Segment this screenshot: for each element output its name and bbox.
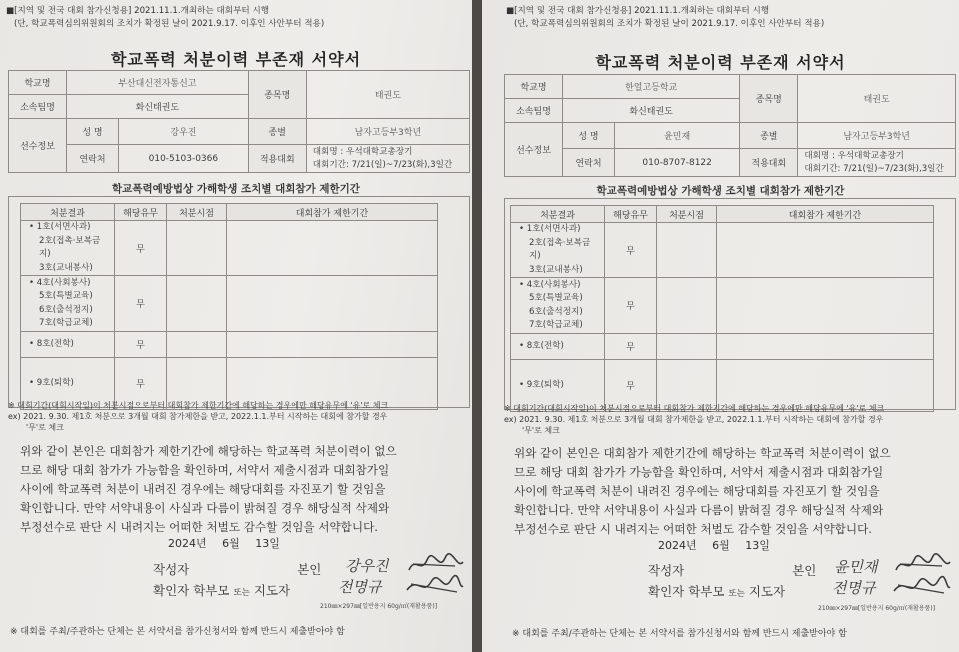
author-label: 작성자 [153,562,190,577]
author-row [153,560,321,578]
table-row [21,332,438,358]
applied-value [306,145,469,173]
row-period [227,221,438,276]
row-status: 무 [605,334,657,360]
row-category: • 9호(퇴학) [511,360,605,412]
row-line: 2호(접촉·보복금지) [39,235,101,259]
notice-header [6,5,324,31]
pledge-line: 위와 같이 본인은 대회참가 제한기간에 해당하는 학교폭력 처분이력이 없으 [20,444,397,458]
contact-value: 010-5103-0366 [119,145,249,173]
school-value: 한얼고등학교 [563,75,740,99]
school-value: 부산대신전자통신고 [67,71,249,95]
self-signature-name: 강우진 [345,557,389,575]
row-line: • 4호(사회봉사) [29,277,91,288]
row-status: 무 [605,278,657,334]
confirm-label: 확인자 [153,583,190,598]
row-date [167,276,227,332]
event-label: 종목명 [740,75,798,123]
pledge-line: 므로 해당 대회 참가가 가능함을 확인하며, 서약서 제출시점과 대회참가일 [514,465,884,479]
row-category: • 8호(전학) [21,332,115,358]
pledge-line: 므로 해당 대회 참가가 가능함을 확인하며, 서약서 제출시점과 대회참가일 [20,463,390,477]
notice-line-2: (단, 학교폭력심의위원회의 조치가 확정된 날이 2021.9.17. 이후인 사안부터 적용) [514,19,825,29]
coach-label: 지도자 [748,584,786,599]
contact-label: 연락처 [563,149,615,177]
row-category [511,278,605,334]
info-table [8,70,470,173]
pledge-line: 부정선수로 판단 시 내려지는 어떠한 처벌도 감수할 것임을 서약합니다. [20,520,378,534]
pledge-line: 위와 같이 본인은 대회참가 제한기간에 해당하는 학교폭력 처분이력이 없으 [514,446,891,460]
footnote-line-3: '무'로 체크 [522,426,560,435]
author-label: 작성자 [648,563,685,578]
row-status: 무 [115,358,167,410]
row-status: 무 [605,360,657,412]
footnote [8,400,388,433]
row-line: 3호(교내봉사) [39,262,93,273]
table-row [21,276,438,332]
row-line: 7호(학급교체) [529,320,583,330]
footnote-line-1: ※ 대회기간(대회시작일)이 처분시점으로부터 대회참가 제한기간에 해당하는 경우에만 해당유무에 '유'로 체크 [504,404,885,413]
bottom-notice: ※ 대회를 주최/주관하는 단체는 본 서약서를 참가신청서와 함께 반드시 제출받아야 함 [512,629,847,639]
competition-period: 대회기간: 7/21(일)~7/23(화),3일간 [804,163,944,174]
parent-label: 학부모 [193,583,230,598]
col-header-period: 대회참가 제한기간 [717,206,934,223]
coach-signature-scribble [892,575,952,599]
col-header-result: 처분결과 [21,204,115,221]
row-line: 6호(출석정지) [529,306,583,317]
competition-name: 대회명 : 우석대학교총장기 [312,146,413,157]
confirm-row [648,582,785,600]
row-status: 무 [115,221,167,276]
notice-line-1: ■[지역 및 전국 대회 참가신청용] 2021.11.1.개최하는 대회부터 시행 [506,6,770,16]
row-line: 3호(교내봉사) [529,264,583,275]
name-label: 성 명 [563,123,615,149]
team-value: 화신태권도 [563,99,740,123]
col-header-status: 해당유무 [115,204,167,221]
row-period [717,334,934,360]
pledge-text [514,444,891,539]
footnote-line-2: ex) 2021. 9.30. 제1호 처분으로 3개월 대회 참가제한을 받고, 2022.1.1.부터 시작하는 대회에 참가할 경우 [8,412,388,421]
pledge-line: 확인합니다. 만약 서약내용이 사실과 다름이 밝혀질 경우 해당실적 삭제와 [514,503,884,517]
table-row [21,221,438,276]
row-line: • 4호(사회봉사) [519,279,581,290]
coach-signature-name: 전명규 [338,578,382,596]
self-signature-name: 윤민재 [834,558,878,576]
sign-date: 2024년 6월 13일 [658,539,770,552]
col-header-period: 대회참가 제한기간 [227,204,438,221]
footnote-line-2: ex) 2021. 9.30. 제1호 처분으로 3개월 대회 참가제한을 받고, 2022.1.1.부터 시작하는 대회에 참가할 경우 [504,415,884,424]
confirm-label: 확인자 [648,584,685,599]
row-status: 무 [115,332,167,358]
author-row [648,561,816,579]
sign-date: 2024년 6월 13일 [168,537,280,550]
page-gap [472,0,482,652]
row-category: • 8호(전학) [511,334,605,360]
event-value: 태권도 [798,75,956,123]
paper-spec: 210㎜×297㎜[일반용지 60g/㎡(재활용품)] [818,605,936,612]
row-period [227,276,438,332]
row-line: 7호(학급교체) [39,318,93,328]
name-value: 강우진 [119,119,249,145]
row-line: 6호(출석정지) [39,304,93,315]
category-label: 종별 [740,123,798,149]
row-category [21,221,115,276]
restriction-subtitle: 학교폭력예방법상 가해학생 조치별 대회참가 제한기간 [596,185,845,197]
paper-spec: 210㎜×297㎜[일반용지 60g/㎡(재활용품)] [320,603,438,610]
coach-signature-name: 전명규 [832,579,876,597]
event-label: 종목명 [248,71,306,119]
or-label: 또는 [728,589,745,599]
discipline-table [510,205,934,412]
category-value: 남자고등부3학년 [306,119,469,145]
category-value: 남자고등부3학년 [798,123,956,149]
document-title: 학교폭력 처분이력 부존재 서약서 [595,53,846,72]
col-header-date: 처분시점 [167,204,227,221]
pledge-document-right [482,0,959,652]
applied-label: 적용대회 [740,149,798,177]
pledge-text [20,442,397,537]
row-category [21,276,115,332]
row-period [227,332,438,358]
coach-signature-scribble [405,574,465,598]
category-label: 종별 [248,119,306,145]
row-status: 무 [605,223,657,278]
team-label: 소속팀명 [505,99,563,123]
discipline-table [20,203,438,410]
col-header-result: 처분결과 [511,206,605,223]
name-label: 성 명 [67,119,119,145]
confirm-row [153,581,290,599]
team-label: 소속팀명 [9,95,67,119]
name-value: 윤민재 [615,123,740,149]
row-status: 무 [115,276,167,332]
row-period [717,278,934,334]
row-period [717,223,934,278]
or-label: 또는 [233,588,250,598]
row-date [167,332,227,358]
pledge-line: 사이에 학교폭력 처분이 내려진 경우에는 해당대회를 자진포기 할 것임을 [20,482,386,496]
footnote [504,403,884,436]
row-date [167,221,227,276]
self-label: 본인 [792,563,817,578]
row-date [657,334,717,360]
col-header-status: 해당유무 [605,206,657,223]
applied-label: 적용대회 [248,145,306,173]
player-info-label: 선수정보 [9,119,67,173]
event-value: 태권도 [306,71,469,119]
row-line: • 1호(서면사과) [519,224,581,234]
competition-period: 대회기간: 7/21(일)~7/23(화),3일간 [312,159,453,170]
row-date [657,223,717,278]
notice-header [506,5,824,31]
row-line: 5호(특별교육) [529,293,583,303]
row-line: 2호(접촉·보복금지) [529,237,591,261]
row-category [511,223,605,278]
competition-name: 대회명 : 우석대학교총장기 [804,150,904,161]
notice-line-1: ■[지역 및 전국 대회 참가신청용] 2021.11.1.개최하는 대회부터 시행 [6,6,270,16]
footnote-line-1: ※ 대회기간(대회시작일)이 처분시점으로부터 대회참가 제한기간에 해당하는 경우에만 해당유무에 '유'로 체크 [8,401,389,410]
document-title: 학교폭력 처분이력 부존재 서약서 [110,50,362,69]
contact-label: 연락처 [67,145,119,173]
bottom-notice: ※ 대회를 주최/주관하는 단체는 본 서약서를 참가신청서와 함께 반드시 제출받아야 함 [10,627,345,637]
footnote-line-3: '무'로 체크 [26,423,64,432]
pledge-line: 부정선수로 판단 시 내려지는 어떠한 처벌도 감수할 것임을 서약합니다. [514,522,872,536]
info-table [504,74,956,177]
applied-value [798,149,956,177]
table-row [511,278,934,334]
team-value: 화신태권도 [67,95,249,119]
pledge-document-left [0,0,472,652]
pledge-line: 확인합니다. 만약 서약내용이 사실과 다름이 밝혀질 경우 해당실적 삭제와 [20,501,390,515]
restriction-subtitle: 학교폭력예방법상 가해학생 조치별 대회참가 제한기간 [112,183,360,195]
coach-label: 지도자 [253,583,291,598]
table-row [511,223,934,278]
school-label: 학교명 [505,75,563,99]
notice-line-2: (단, 학교폭력심의위원회의 조치가 확정된 날이 2021.9.17. 이후인 사안부터 적용) [14,19,325,29]
table-row [511,334,934,360]
contact-value: 010-8707-8122 [615,149,740,177]
col-header-date: 처분시점 [657,206,717,223]
pledge-line: 사이에 학교폭력 처분이 내려진 경우에는 해당대회를 자진포기 할 것임을 [514,484,880,498]
school-label: 학교명 [9,71,67,95]
row-line: • 1호(서면사과) [29,222,91,232]
row-line: 5호(특별교육) [39,291,93,301]
row-category: • 9호(퇴학) [21,358,115,410]
player-info-label: 선수정보 [505,123,563,177]
parent-label: 학부모 [688,584,725,599]
self-label: 본인 [297,562,322,577]
row-date [657,278,717,334]
